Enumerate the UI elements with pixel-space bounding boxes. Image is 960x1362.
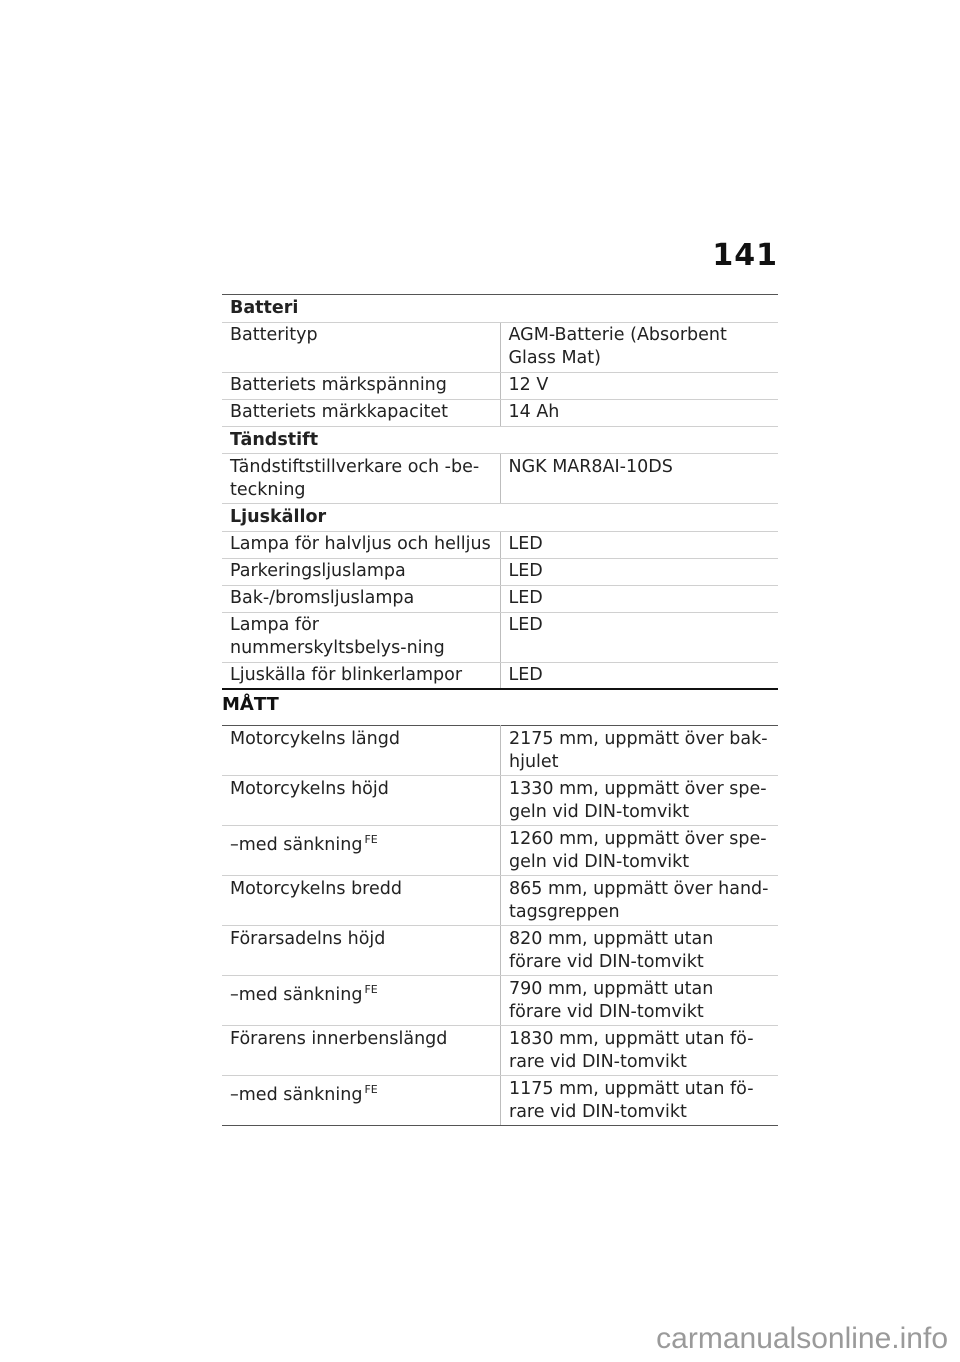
- spec-row: [222, 454, 778, 504]
- group-row-spark-plugs: [222, 426, 778, 454]
- spec-row: [222, 976, 778, 1026]
- section-heading-dimensions: MÅTT: [222, 688, 778, 722]
- footnote-marker: FE: [364, 1082, 378, 1096]
- spec-label: Ljuskälla för blinkerlampor: [222, 662, 500, 689]
- spec-label: Förarsadelns höjd: [222, 926, 501, 976]
- spec-row: [222, 876, 778, 926]
- spec-value: 12 V: [500, 372, 778, 399]
- spec-row: [222, 612, 778, 662]
- watermark: carmanualsonline.info: [656, 1322, 948, 1355]
- spec-row: [222, 826, 778, 876]
- spec-label: Batterityp: [222, 322, 500, 372]
- spec-label: Motorcykelns höjd: [222, 776, 501, 826]
- spec-value: 14 Ah: [500, 399, 778, 426]
- spec-value: LED: [500, 558, 778, 585]
- spec-value: 820 mm, uppmätt utan förare vid DIN-tomvikt: [501, 926, 779, 976]
- spec-row: [222, 776, 778, 826]
- spec-row: [222, 926, 778, 976]
- spec-value: LED: [500, 531, 778, 558]
- spec-row: [222, 1026, 778, 1076]
- group-label: Tändstift: [222, 426, 778, 454]
- spec-value: 1330 mm, uppmätt över spe-geln vid DIN-tomvikt: [501, 776, 779, 826]
- spec-value: 1830 mm, uppmätt utan fö-rare vid DIN-tomvikt: [501, 1026, 779, 1076]
- spec-row: [222, 558, 778, 585]
- spec-value: 2175 mm, uppmätt över bak-hjulet: [501, 726, 779, 776]
- spec-value: LED: [500, 612, 778, 662]
- spec-label: –med sänkning $^{FE}$: [222, 826, 501, 876]
- spec-label: Batteriets märkkapacitet: [222, 399, 500, 426]
- group-label: Ljuskällor: [222, 504, 778, 532]
- group-label: Batteri: [222, 295, 778, 323]
- spec-label: –med sänkning $^{FE}$: [222, 976, 501, 1026]
- spec-label: Batteriets märkspänning: [222, 372, 500, 399]
- spec-row: [222, 1076, 778, 1126]
- spec-row: [222, 531, 778, 558]
- spec-row: [222, 322, 778, 372]
- spec-row: [222, 662, 778, 689]
- spec-value: 1260 mm, uppmätt över spe-geln vid DIN-tomvikt: [501, 826, 779, 876]
- spec-value: AGM-Batterie (Absorbent Glass Mat): [500, 322, 778, 372]
- spec-row: [222, 726, 778, 776]
- spec-value: 1175 mm, uppmätt utan fö-rare vid DIN-tomvikt: [501, 1076, 779, 1126]
- spec-label: Motorcykelns längd: [222, 726, 501, 776]
- spec-row: [222, 372, 778, 399]
- footnote-marker: FE: [364, 832, 378, 846]
- electrical-spec-table: [222, 294, 778, 690]
- spec-row: [222, 399, 778, 426]
- spec-value: LED: [500, 662, 778, 689]
- group-row-battery: [222, 295, 778, 323]
- spec-value: NGK MAR8AI-10DS: [500, 454, 778, 504]
- spec-label: Motorcykelns bredd: [222, 876, 501, 926]
- spec-label: Lampa för nummerskyltsbelys-ning: [222, 612, 500, 662]
- spec-label: –med sänkning $^{FE}$: [222, 1076, 501, 1126]
- spec-value: 865 mm, uppmätt över hand-tagsgreppen: [501, 876, 779, 926]
- page-number: 141: [712, 238, 778, 273]
- spec-label: Tändstiftstillverkare och -be-teckning: [222, 454, 500, 504]
- footnote-marker: FE: [364, 982, 378, 996]
- spec-label: Förarens innerbenslängd: [222, 1026, 501, 1076]
- spec-row: [222, 585, 778, 612]
- dimensions-spec-table: [222, 725, 778, 1126]
- group-row-light-sources: [222, 504, 778, 532]
- spec-value: LED: [500, 585, 778, 612]
- spec-value: 790 mm, uppmätt utan förare vid DIN-tomvikt: [501, 976, 779, 1026]
- spec-label: Bak-/bromsljuslampa: [222, 585, 500, 612]
- spec-label: Parkeringsljuslampa: [222, 558, 500, 585]
- spec-label: Lampa för halvljus och helljus: [222, 531, 500, 558]
